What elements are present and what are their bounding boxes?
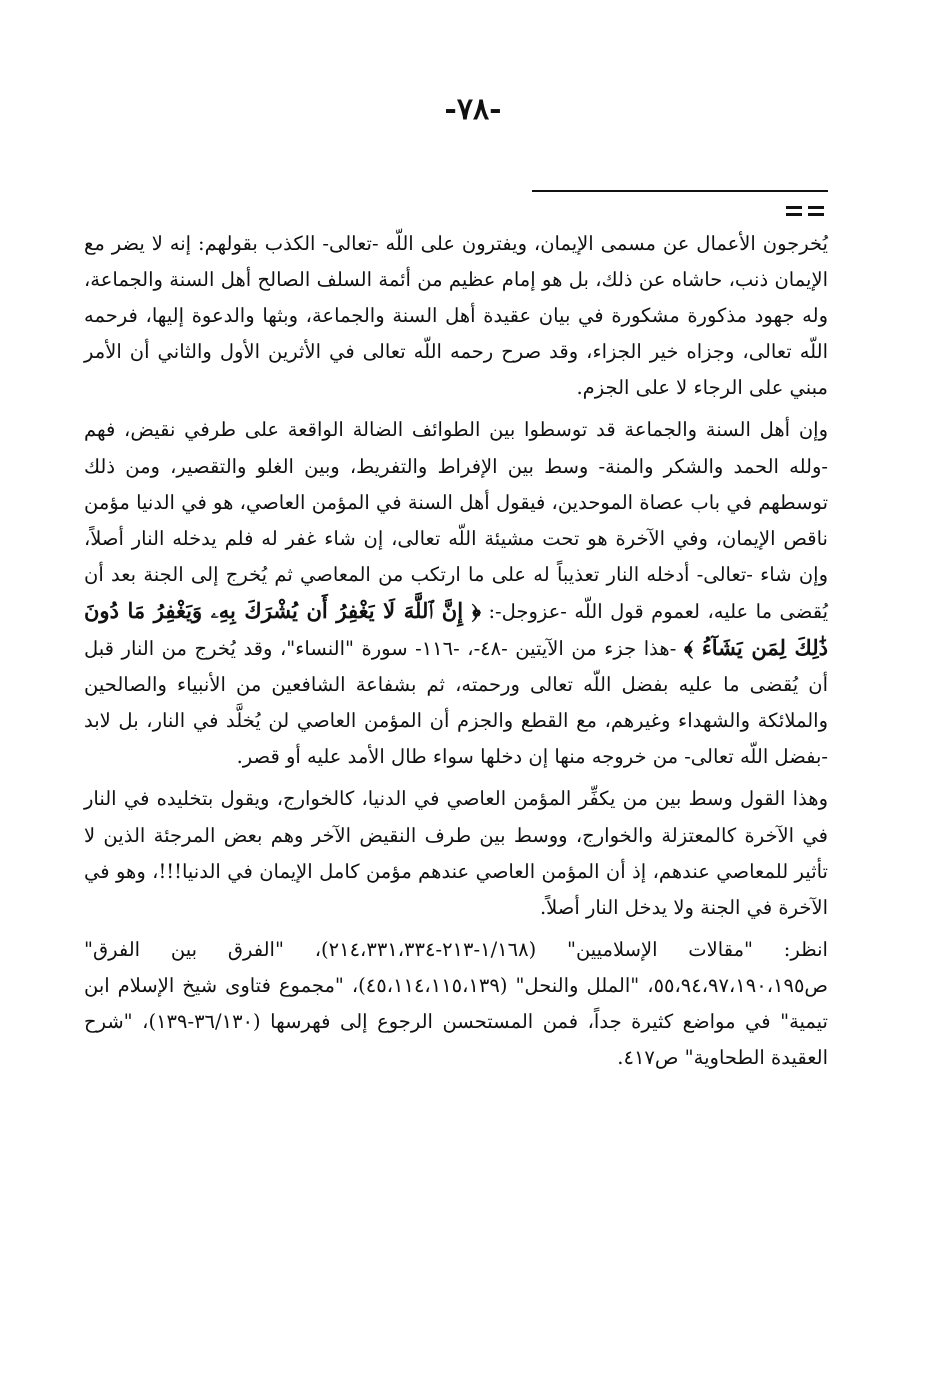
- footnote-references: انظر: "مقالات الإسلاميين" (١/١٦٨-٢١٣-٢١٤،٣٣١،٣٣٤)، "الفرق بين الفرق" ص٥٥،٩٤،٩٧،١٩٠،١٩٥، "الملل والنحل" (٤٥،١١٤،١١٥،١٣٩)، "مجموع فتاوى شيخ الإسلام ابن تيمية" في مواضع كثيرة جداً، فمن المستحسن الرجوع إلى فهرسها (٣٦/١٣٠-١٣٩)، "شرح العقيدة الطحاوية" ص٤١٧.: [84, 937, 828, 1070]
- paragraph-text: -هذا جزء من الآيتين -٤٨-، -١١٦- سورة "النساء"، وقد يُخرج من النار قبل أن يُقضى ما عليه بفضل اللّه تعالى ورحمته، ثم بشفاعة الشافعين من الأنبياء والصالحين والملائكة والشهداء وغيرهم، مع القطع والجزم أن المؤمن العاصي لن يُخلَّد في النار، بل لابد -بفضل اللّه تعالى- من خروجه منها إن دخلها سواء طال الأمد عليه أو قصر.: [84, 637, 828, 769]
- quran-verse: ﴿ إِنَّ ٱللَّهَ لَا يَغْفِرُ أَن يُشْرَكَ بِهِۦ وَيَغْفِرُ مَا دُونَ ذَٰلِكَ لِمَن يَشَآءُ ﴾: [84, 597, 828, 661]
- footnote-continuation-mark: [786, 206, 828, 218]
- footnote-paragraph: وهذا القول وسط بين من يكفِّر المؤمن العاصي في الدنيا، كالخوارج، ويقول بتخليده في النار في الآخرة كالمعتزلة والخوارج، ووسط بين طرف النقيض الآخر وهم بعض المرجئة الذين لا تأثير للمعاصي عندهم، إذ أن المؤمن العاصي عندهم مؤمن كامل الإيمان في الدنيا!!!، وهو في الآخرة في الجنة ولا يدخل النار أصلاً.: [84, 787, 828, 919]
- footnote-paragraph: [84, 412, 828, 775]
- page-number: -٧٨-: [444, 92, 502, 127]
- footnote-body: [84, 226, 828, 1082]
- footnote-separator: [532, 190, 828, 192]
- footnote-paragraph: يُخرجون الأعمال عن مسمى الإيمان، ويفترون على اللّه -تعالى- الكذب بقولهم: إنه لا يضر مع الإيمان ذنب، حاشاه عن ذلك، بل هو إمام عظيم من أئمة السلف الصالح أهل السنة والجماعة، وله جهود مذكورة مشكورة في بيان عقيدة أهل السنة والجماعة، وبثها والدعوة إليها، فرحمه اللّه تعالى، وجزاه خير الجزاء، وقد صرح رحمه اللّه تعالى في الأثرين الأول والثاني أن الأمر مبني على الرجاء لا على الجزم.: [84, 232, 828, 400]
- paragraph-text: وإن أهل السنة والجماعة قد توسطوا بين الطوائف الضالة الواقعة على طرفي نقيض، فهم -ولله الحمد والشكر والمنة- وسط بين الإفراط والتفريط، وبين الغلو والتقصير، ومن ذلك توسطهم في باب عصاة الموحدين، فيقول أهل السنة في المؤمن العاصي، هو في الدنيا مؤمن ناقص الإيمان، وفي الآخرة هو تحت مشيئة اللّه تعالى، إن شاء غفر له فلم يدخله النار أصلاً، وإن شاء -تعالى- أدخله النار تعذيباً له على ما ارتكب من المعاصي ثم يُخرج إلى الجنة بعد أن يُقضى ما عليه، لعموم قول اللّه -عزوجل-:: [84, 418, 829, 623]
